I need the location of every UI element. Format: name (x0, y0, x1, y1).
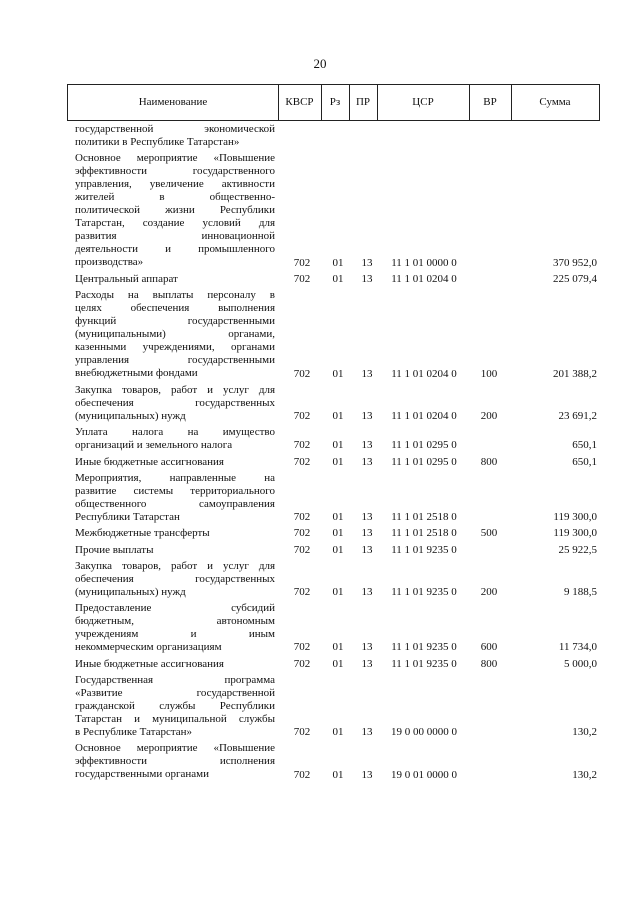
row-csr: 11 1 01 9235 0 (391, 543, 457, 556)
header-sum: Сумма (539, 96, 571, 108)
row-vr: 200 (480, 410, 498, 423)
row-rz: 01 (332, 273, 344, 286)
row-name-line: некоммерческим организациям (75, 641, 222, 654)
row-vr: 200 (480, 585, 498, 598)
row-csr: 11 1 01 9235 0 (391, 641, 457, 654)
row-pr: 13 (361, 641, 373, 654)
table-row (0, 426, 640, 452)
row-name-line: бюджетным, автономным (75, 615, 275, 628)
row-rz: 01 (332, 367, 344, 380)
row-name (75, 426, 275, 452)
row-name-line: (муниципальных) нужд (75, 585, 186, 598)
row-name (75, 658, 275, 671)
row-vr: 100 (480, 367, 498, 380)
row-sum: 5 000,0 (564, 657, 597, 670)
row-csr: 11 1 01 0204 0 (391, 273, 457, 286)
row-name (75, 674, 275, 739)
row-csr: 11 1 01 0000 0 (391, 256, 457, 269)
row-vr: 800 (480, 455, 498, 468)
row-name-line: Центральный аппарат (75, 273, 178, 286)
row-rz: 01 (332, 410, 344, 423)
row-name-line: деятельности и промышленного (75, 243, 275, 256)
table-row (0, 527, 640, 540)
row-csr: 11 1 01 0295 0 (391, 455, 457, 468)
row-name-line: Государственная программа (75, 673, 275, 686)
row-name-line: внебюджетными фондами (75, 367, 198, 380)
row-name-line: в Республике Татарстан» (75, 725, 193, 738)
header-vr: ВР (483, 96, 497, 108)
row-name-line: Иные бюджетные ассигнования (75, 455, 224, 468)
row-kvsr: 702 (293, 657, 311, 670)
row-pr: 13 (361, 657, 373, 670)
row-name-line: организаций и земельного налога (75, 439, 233, 452)
row-name-line: Предоставление субсидий (75, 602, 275, 615)
row-vr: 800 (480, 657, 498, 670)
row-kvsr: 702 (293, 543, 311, 556)
row-csr: 11 1 01 0204 0 (391, 410, 457, 423)
row-kvsr: 702 (293, 527, 311, 540)
row-sum: 130,2 (572, 726, 597, 739)
row-sum: 225 079,4 (553, 273, 597, 286)
table-row (0, 152, 640, 270)
row-name-line: Межбюджетные трансферты (75, 527, 210, 540)
row-name-line: производства» (75, 256, 144, 269)
row-csr: 11 1 01 2518 0 (391, 527, 457, 540)
row-pr: 13 (361, 439, 373, 452)
row-vr: 500 (480, 527, 498, 540)
row-csr: 11 1 01 9235 0 (391, 657, 457, 670)
row-name-line: эффективности исполнения (75, 755, 275, 768)
table-row (0, 472, 640, 524)
row-csr: 11 1 01 0295 0 (391, 439, 457, 452)
header-name: Наименование (138, 96, 208, 108)
row-name-line: политической жизни Республики (75, 204, 275, 217)
row-rz: 01 (332, 585, 344, 598)
table-header (67, 84, 600, 121)
row-kvsr: 702 (293, 256, 311, 269)
row-rz: 01 (332, 256, 344, 269)
row-sum: 11 734,0 (558, 641, 597, 654)
row-vr: 600 (480, 641, 498, 654)
row-rz: 01 (332, 527, 344, 540)
row-kvsr: 702 (293, 273, 311, 286)
page-number: 20 (313, 56, 327, 71)
row-rz: 01 (332, 641, 344, 654)
table-row (0, 560, 640, 599)
row-sum: 23 691,2 (558, 410, 597, 423)
row-sum: 119 300,0 (553, 527, 597, 540)
row-sum: 25 922,5 (558, 543, 597, 556)
table-row (0, 289, 640, 380)
row-kvsr: 702 (293, 439, 311, 452)
row-pr: 13 (361, 273, 373, 286)
table-row (0, 674, 640, 739)
row-sum: 370 952,0 (553, 256, 597, 269)
row-pr: 13 (361, 511, 373, 524)
row-rz: 01 (332, 455, 344, 468)
row-sum: 650,1 (572, 439, 597, 452)
row-name (75, 456, 275, 469)
table-row (0, 742, 640, 781)
row-kvsr: 702 (293, 367, 311, 380)
row-name (75, 152, 275, 269)
row-name (75, 544, 275, 557)
row-pr: 13 (361, 527, 373, 540)
header-rz: Рз (329, 96, 341, 108)
row-name-line: Татарстан и муниципальной службы (75, 712, 275, 725)
row-kvsr: 702 (293, 585, 311, 598)
row-pr: 13 (361, 726, 373, 739)
row-name-line: Расходы на выплаты персоналу в (75, 289, 275, 302)
row-csr: 19 0 01 0000 0 (391, 768, 457, 781)
table-row (0, 456, 640, 469)
row-name-line: учреждениям и иным (75, 628, 275, 641)
table-row (0, 602, 640, 654)
table-row (0, 544, 640, 557)
row-name (75, 123, 275, 149)
row-name-line: Основное мероприятие «Повышение (75, 742, 275, 755)
row-name-line: государственной экономической (75, 123, 275, 135)
row-csr: 11 1 01 2518 0 (391, 511, 457, 524)
row-name-line: обеспечения государственных (75, 572, 275, 585)
header-csr: ЦСР (412, 96, 434, 108)
row-name-line: государственными органами (75, 768, 210, 781)
row-name-line: жителей в общественно- (75, 191, 275, 204)
row-kvsr: 702 (293, 455, 311, 468)
row-name-line: целях обеспечения выполнения (75, 302, 275, 315)
row-name-line: казенными учреждениями, органами (75, 341, 275, 354)
row-name-line: Прочие выплаты (75, 543, 154, 556)
row-rz: 01 (332, 657, 344, 670)
row-name-line: (муниципальных) нужд (75, 409, 186, 422)
row-sum: 130,2 (572, 768, 597, 781)
row-name-line: общественного самоуправления (75, 497, 275, 510)
row-sum: 201 388,2 (553, 367, 597, 380)
row-name-line: управления, увеличение активности (75, 178, 275, 191)
row-name-line: управления государственными (75, 354, 275, 367)
row-name (75, 527, 275, 540)
row-name-line: Основное мероприятие «Повышение (75, 152, 275, 165)
row-name (75, 472, 275, 524)
row-name-line: эффективности государственного (75, 165, 275, 178)
row-rz: 01 (332, 768, 344, 781)
row-pr: 13 (361, 585, 373, 598)
row-name-line: Закупка товаров, работ и услуг для (75, 559, 275, 572)
row-kvsr: 702 (293, 768, 311, 781)
table-row (0, 123, 640, 149)
row-rz: 01 (332, 726, 344, 739)
row-kvsr: 702 (293, 410, 311, 423)
row-pr: 13 (361, 768, 373, 781)
row-pr: 13 (361, 256, 373, 269)
row-name (75, 742, 275, 781)
row-sum: 650,1 (572, 455, 597, 468)
row-name (75, 289, 275, 380)
row-csr: 11 1 01 0204 0 (391, 367, 457, 380)
row-name-line: «Развитие государственной (75, 686, 275, 699)
row-name-line: развитие системы территориального (75, 484, 275, 497)
row-name (75, 602, 275, 654)
row-name-line: (муниципальными) органами, (75, 328, 275, 341)
table-row (0, 658, 640, 671)
row-rz: 01 (332, 543, 344, 556)
row-name (75, 384, 275, 423)
row-name (75, 560, 275, 599)
row-rz: 01 (332, 439, 344, 452)
row-kvsr: 702 (293, 511, 311, 524)
row-name-line: Закупка товаров, работ и услуг для (75, 383, 275, 396)
row-pr: 13 (361, 367, 373, 380)
row-name-line: Иные бюджетные ассигнования (75, 657, 224, 670)
row-name-line: обеспечения государственных (75, 396, 275, 409)
row-name-line: политики в Республике Татарстан» (75, 136, 240, 148)
row-rz: 01 (332, 511, 344, 524)
row-name-line: функций государственными (75, 315, 275, 328)
row-pr: 13 (361, 455, 373, 468)
row-pr: 13 (361, 543, 373, 556)
row-csr: 11 1 01 9235 0 (391, 585, 457, 598)
row-name (75, 273, 275, 286)
row-pr: 13 (361, 410, 373, 423)
row-name-line: Республики Татарстан (75, 510, 180, 523)
row-csr: 19 0 00 0000 0 (391, 726, 457, 739)
row-name-line: гражданской службы Республики (75, 699, 275, 712)
table-row (0, 384, 640, 423)
row-name-line: Мероприятия, направленные на (75, 471, 275, 484)
row-sum: 119 300,0 (553, 511, 597, 524)
row-sum: 9 188,5 (564, 585, 597, 598)
table-row (0, 273, 640, 286)
row-kvsr: 702 (293, 726, 311, 739)
row-name-line: Уплата налога на имущество (75, 426, 275, 439)
header-pr: ПР (355, 96, 371, 108)
row-kvsr: 702 (293, 641, 311, 654)
row-name-line: Татарстан, создание условий для (75, 217, 275, 230)
header-kvsr: КВСР (285, 96, 314, 108)
row-name-line: развития инновационной (75, 230, 275, 243)
